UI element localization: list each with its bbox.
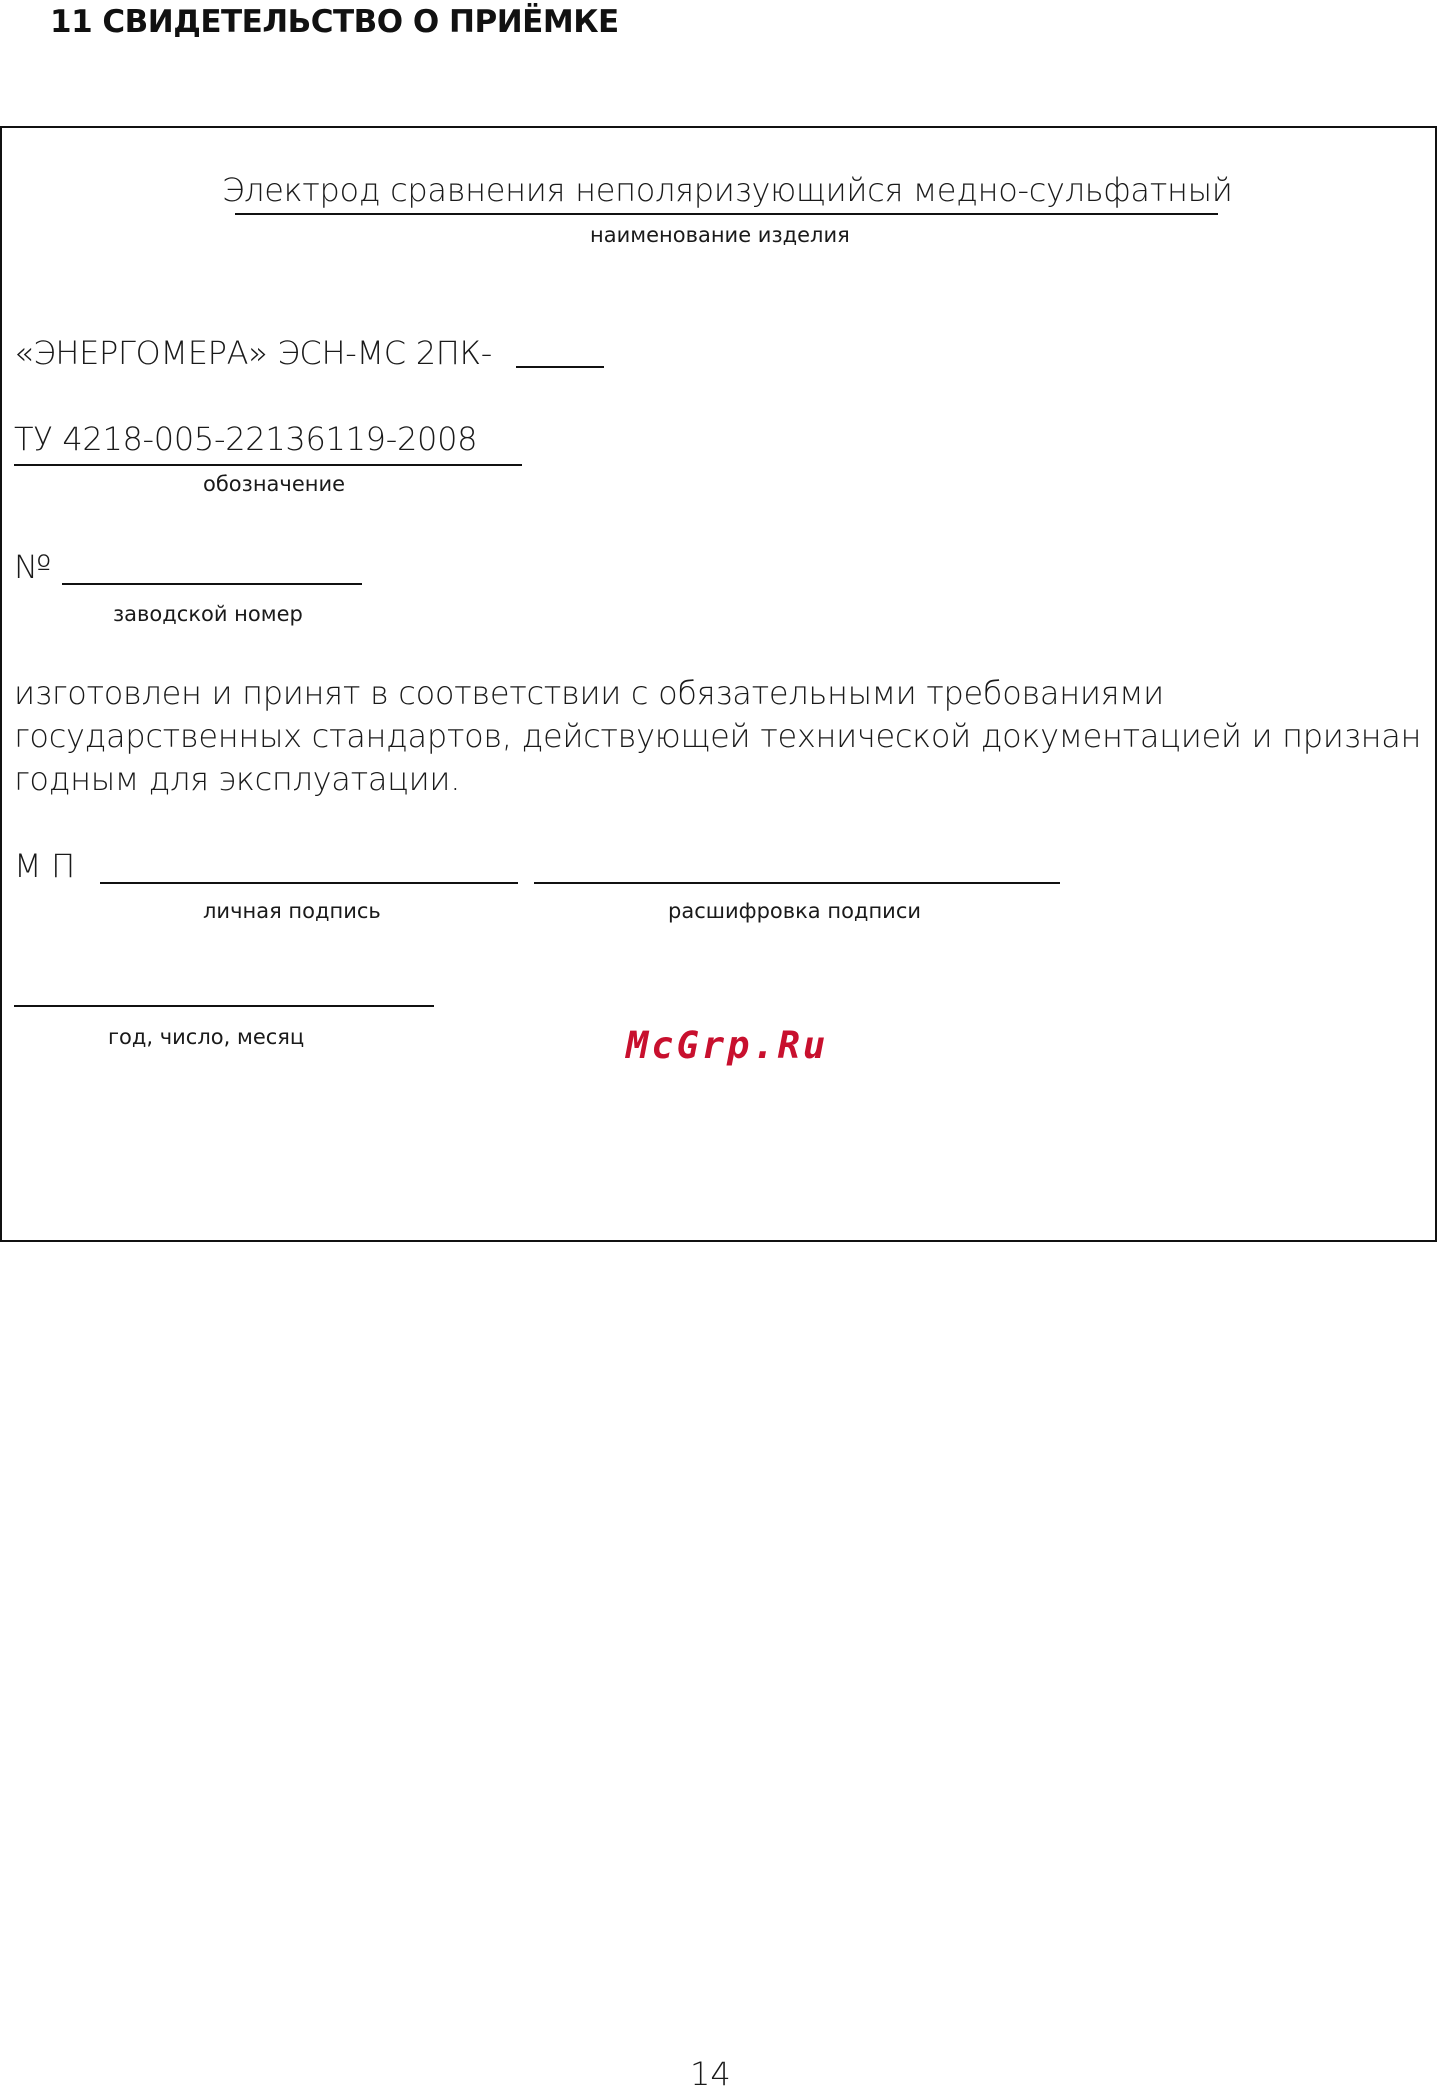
watermark: McGrp.Ru xyxy=(626,1024,829,1067)
designation-underline xyxy=(14,464,522,466)
product-name-underline xyxy=(235,213,1218,215)
serial-number-caption: заводской номер xyxy=(113,602,303,626)
product-name: Электрод сравнения неполяризующийся медно-сульфатный xyxy=(222,171,1233,209)
date-field[interactable] xyxy=(14,1005,434,1007)
serial-number-prefix: № xyxy=(14,548,51,586)
signature-caption: личная подпись xyxy=(203,899,381,923)
serial-number-field[interactable] xyxy=(62,583,362,585)
acceptance-statement: изготовлен и принят в соответствии с обязательными требованиями государственных стандартов, действующей технической документацией и признан годным для эксплуатации. xyxy=(14,674,1422,798)
stamp-label: М П xyxy=(14,847,75,885)
signature-field[interactable] xyxy=(100,882,518,884)
section-heading: 11 СВИДЕТЕЛЬСТВО О ПРИЁМКЕ xyxy=(50,4,619,40)
model-suffix-field[interactable] xyxy=(516,366,604,368)
product-name-caption: наименование изделия xyxy=(590,223,850,247)
date-caption: год, число, месяц xyxy=(108,1025,305,1049)
signature-decode-field[interactable] xyxy=(534,882,1060,884)
signature-decode-caption: расшифровка подписи xyxy=(668,899,922,923)
page-number: 14 xyxy=(690,2055,731,2093)
designation: ТУ 4218-005-22136119-2008 xyxy=(14,420,478,458)
model-label: «ЭНЕРГОМЕРА» ЭСН-МС 2ПК- xyxy=(14,334,493,372)
designation-caption: обозначение xyxy=(203,472,346,496)
